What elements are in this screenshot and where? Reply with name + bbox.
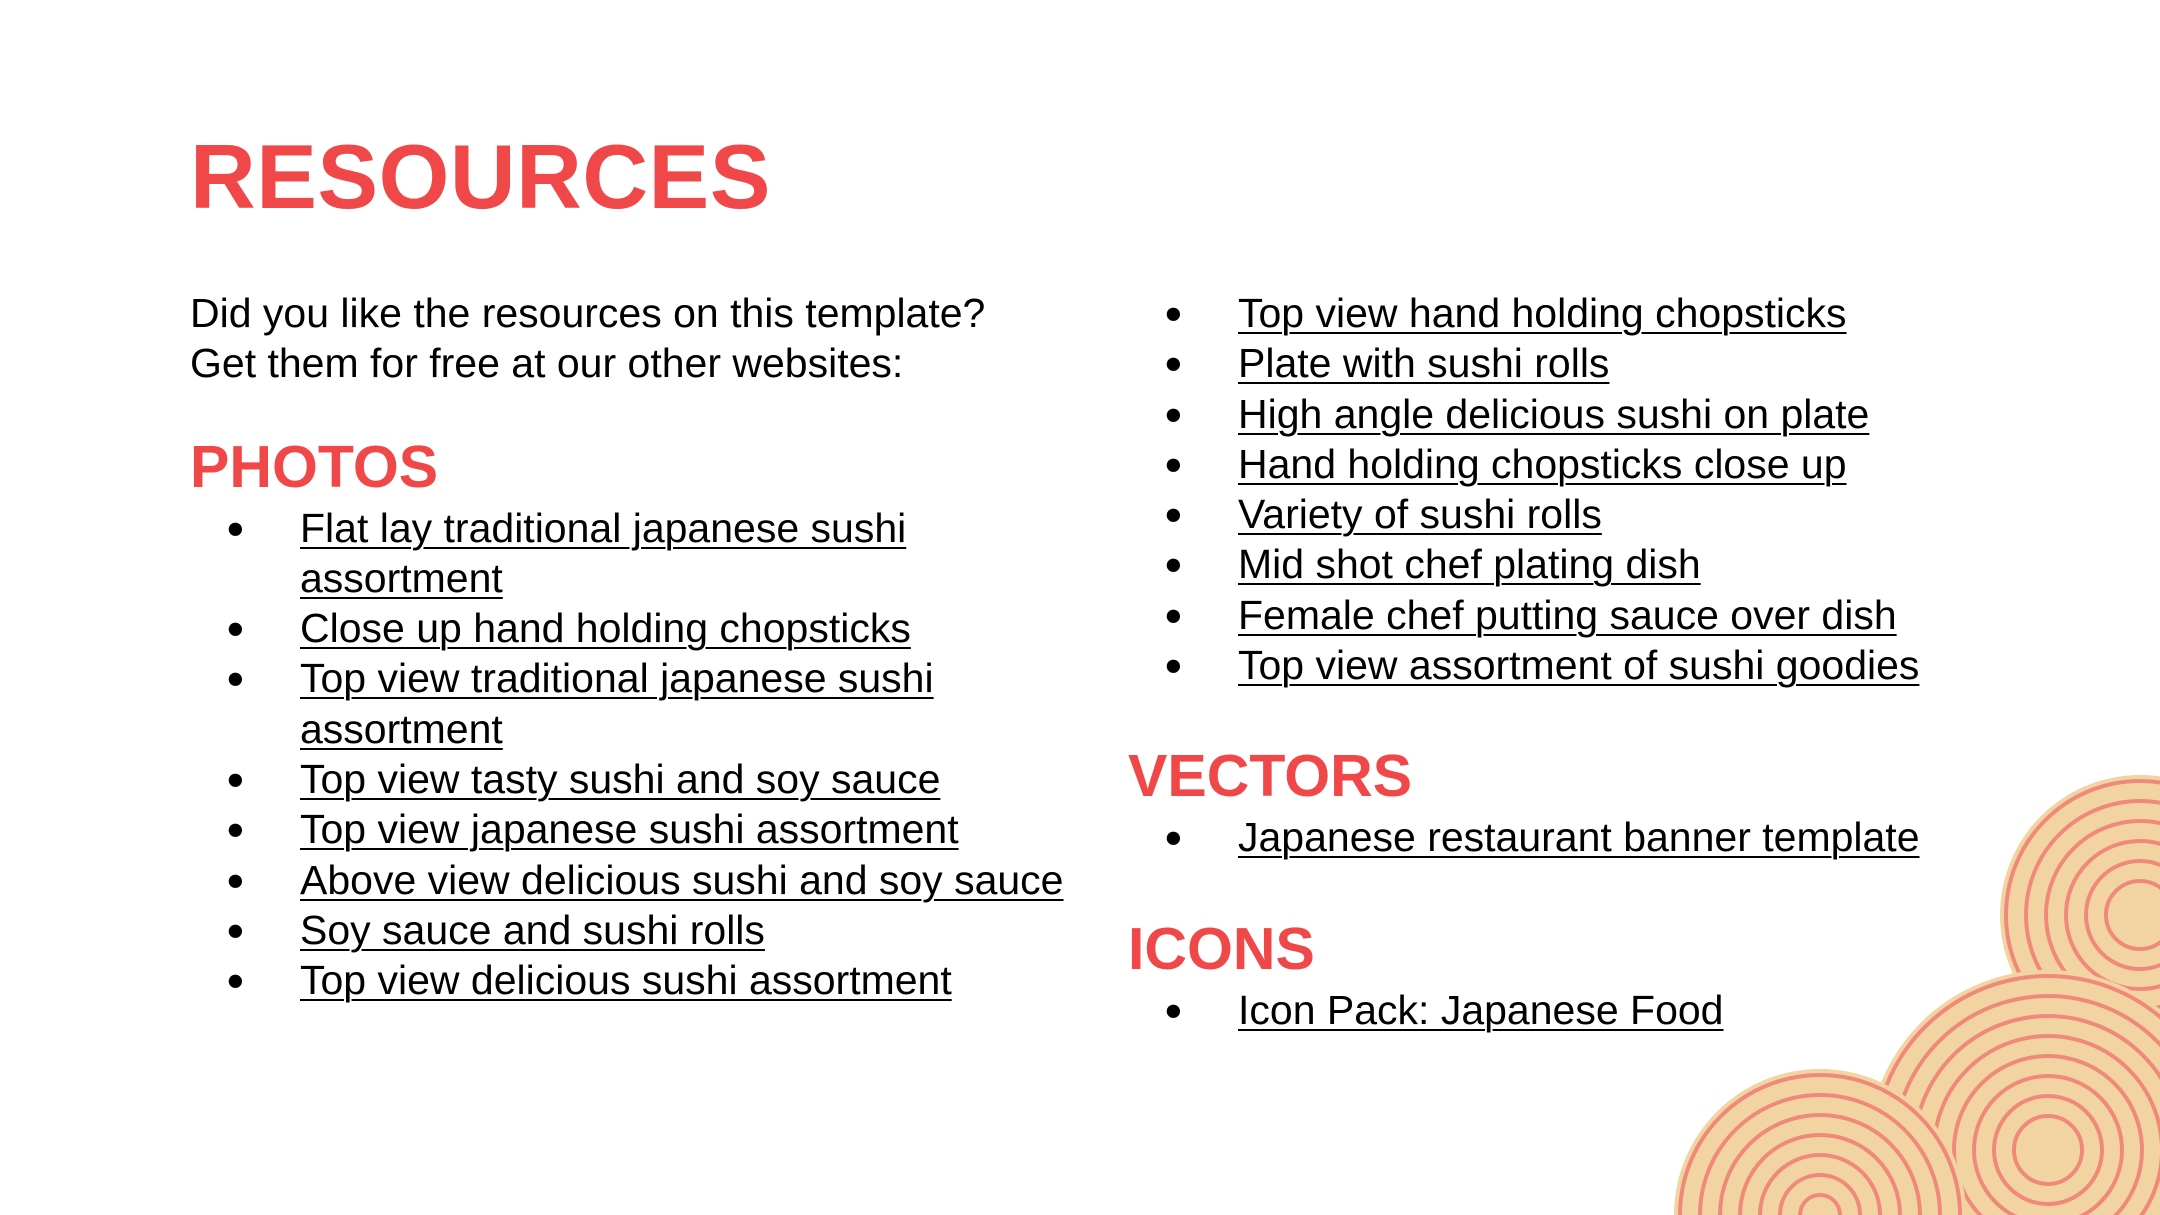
photo-link-close-up-chopsticks[interactable]: Close up hand holding chopsticks (300, 605, 911, 652)
photo-link-above-view-soy[interactable]: Above view delicious sushi and soy sauce (300, 856, 1064, 903)
slide-title: RESOURCES (190, 127, 771, 228)
photo-link-japanese-assortment[interactable]: Top view japanese sushi assortment (300, 806, 959, 853)
photo-link-delicious-assortment[interactable]: Top view delicious sushi assortment (300, 957, 952, 1004)
photo-link-sushi-goodies[interactable]: Top view assortment of sushi goodies (1238, 642, 1920, 689)
photo-link-tasty-sushi-soy[interactable]: Top view tasty sushi and soy sauce (300, 756, 941, 803)
photo-link-chef-sauce[interactable]: Female chef putting sauce over dish (1238, 591, 1897, 638)
intro-line-1: Did you like the resources on this template? (190, 290, 986, 336)
photo-link-chef-plating[interactable]: Mid shot chef plating dish (1238, 541, 1701, 588)
icon-link-japanese-food-pack[interactable]: Icon Pack: Japanese Food (1238, 986, 1724, 1033)
photo-link-top-view-chopsticks[interactable]: Top view hand holding chopsticks (1238, 290, 1847, 336)
vectors-heading: VECTORS (1128, 743, 1413, 810)
photo-link-high-angle-plate[interactable]: High angle delicious sushi on plate (1238, 390, 1870, 437)
photos-heading: PHOTOS (190, 433, 439, 500)
photo-link-plate-sushi-rolls[interactable]: Plate with sushi rolls (1238, 340, 1610, 387)
intro-line-2: Get them for free at our other websites: (190, 340, 904, 387)
vector-link-restaurant-banner[interactable]: Japanese restaurant banner template (1238, 814, 1920, 861)
icons-heading: ICONS (1128, 915, 1315, 982)
photo-link-soy-sauce-rolls[interactable]: Soy sauce and sushi rolls (300, 906, 765, 953)
photo-link-variety-rolls[interactable]: Variety of sushi rolls (1238, 491, 1602, 538)
photo-link-chopsticks-close-up[interactable]: Hand holding chopsticks close up (1238, 440, 1847, 487)
photo-link-flat-lay-assortment[interactable]: Flat lay traditional japanese sushi assortment (300, 504, 907, 601)
photo-link-top-view-traditional[interactable]: Top view traditional japanese sushi assortment (300, 655, 934, 752)
